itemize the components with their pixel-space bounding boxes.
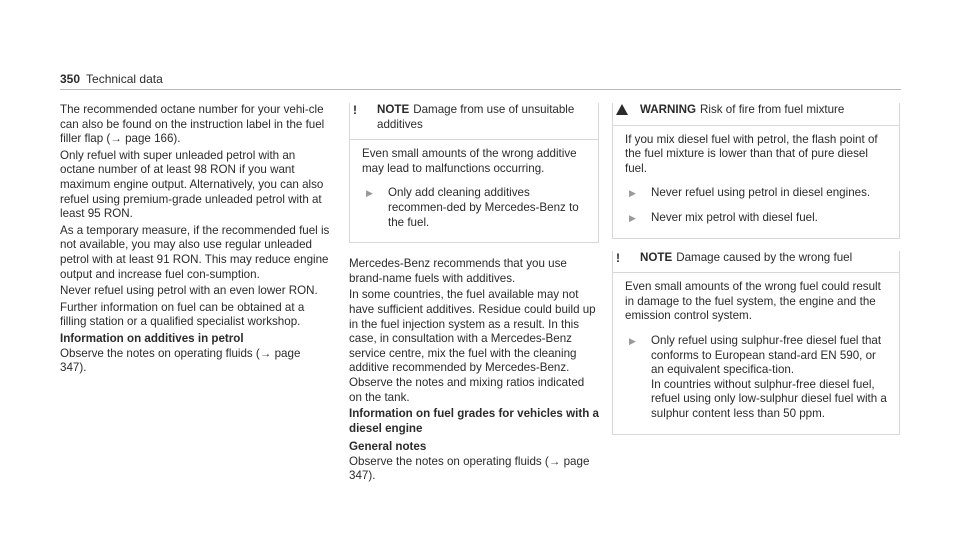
warning-body (613, 126, 899, 238)
note-title (350, 103, 598, 140)
note-box (349, 103, 599, 243)
list-item: ▶ Never mix petrol with diesel fuel. (625, 211, 887, 226)
paragraph: Mercedes-Benz recommends that you use brand-name fuels with additives. (349, 257, 567, 285)
warning-text: If you mix diesel fuel with petrol, the flash point of the fuel mixture is lower than that of pure diesel fuel. (625, 132, 878, 175)
page-number: 350 (60, 72, 81, 86)
note-text: Even small amounts of the wrong fuel could result in damage to the fuel system, the engine and the emission control system. (625, 280, 881, 323)
list-item: ▶ Only refuel using sulphur-free diesel fuel that conforms to European stand-ard EN 590, or an equivalent specifica-tion. In countries without sulphur-free diesel fuel, refuel using only low-sulphur diesel fuel with a sulphur content less than 50 ppm. (625, 334, 887, 422)
subsection-heading: General notes (349, 440, 427, 454)
list-item: ▶ Never refuel using petrol in diesel engines. (625, 186, 887, 201)
note-label: NOTE (377, 103, 410, 116)
arrow-right-icon: ▶ (629, 335, 636, 346)
column-3 (612, 103, 900, 435)
note-text: Even small amounts of the wrong additive may lead to malfunctions occurring. (362, 147, 577, 175)
arrow-right-icon: ▶ (629, 188, 636, 199)
page-header (60, 72, 163, 86)
column-2 (349, 103, 599, 486)
warning-label: WARNING (640, 103, 697, 116)
note-title (613, 251, 899, 274)
note-body (350, 140, 598, 242)
header-rule (60, 89, 901, 90)
note-title-text: Damage from use of unsuitable additives (377, 103, 575, 131)
section-heading: Information on additives in petrol (60, 331, 244, 345)
exclamation-icon: ! (353, 103, 357, 117)
paragraph: Observe the notes on operating fluids (→ page 347). (349, 454, 590, 483)
paragraph: Further information on fuel can be obtained at a filling station or a qualified specialist workshop. (60, 300, 305, 329)
paragraph: Observe the notes on operating fluids (→ page 347). (60, 346, 301, 375)
arrow-right-icon: ▶ (366, 188, 373, 199)
warning-title-text: Risk of fire from fuel mixture (700, 103, 845, 116)
note-label: NOTE (640, 250, 673, 264)
note-body (613, 273, 899, 433)
paragraph: In some countries, the fuel available may not have sufficient additives. Residue could build up in the fuel injection system as a result. In this case, in consultation with a Mercedes-Benz service centre, mix the fuel with the cleaning additive recommended by Mercedes-Benz. Observe the notes and mixing ratios indicated on the tank. (349, 288, 596, 404)
paragraph: Only refuel with super unleaded petrol with an octane number of at least 98 RON if you want maximum engine output. Alternatively, you can also refuel using premium-grade unleaded petrol with at least 95 RON. (60, 148, 324, 221)
paragraph: The recommended octane number for your vehi-cle can also be found on the instruction label in the fuel filler flap (→ page 166). (60, 103, 325, 146)
column-1 (60, 103, 330, 378)
note-title-text: Damage caused by the wrong fuel (676, 250, 853, 264)
warning-triangle-icon (616, 103, 640, 118)
warning-title (613, 103, 899, 126)
arrow-right-icon: ▶ (629, 212, 636, 223)
section-heading: Information on fuel grades for vehicles with a diesel engine (349, 407, 599, 435)
exclamation-icon: ! (616, 250, 620, 265)
paragraph: Never refuel using petrol with an even lower RON. (60, 284, 318, 298)
paragraph: As a temporary measure, if the recommended fuel is not available, you may also use regular unleaded petrol with at least 91 RON. This may reduce engine output and increase fuel con-sumption. (60, 223, 330, 281)
warning-box (612, 103, 900, 239)
note-box (612, 251, 900, 435)
section-title: Technical data (86, 72, 163, 86)
list-item: ▶ Only add cleaning additives recommen-ded by Mercedes-Benz to the fuel. (362, 186, 586, 230)
